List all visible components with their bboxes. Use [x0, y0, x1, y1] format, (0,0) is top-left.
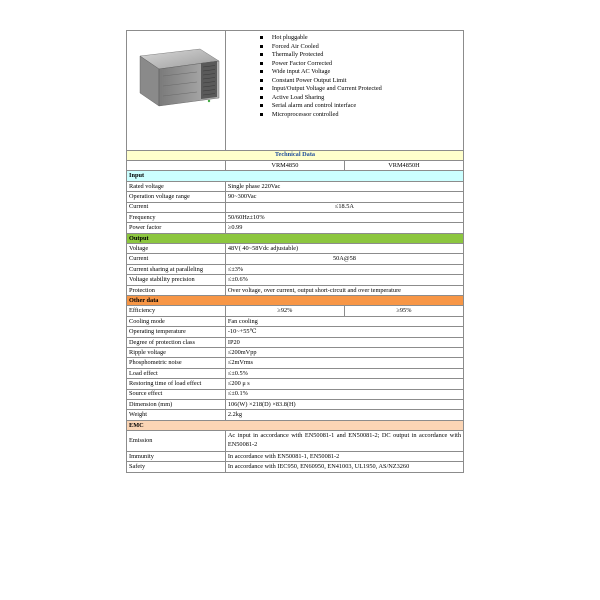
- table-row: [127, 192, 464, 202]
- row-label: Current: [127, 202, 226, 212]
- row-value: -10~+55℃: [225, 327, 463, 337]
- table-row: [127, 244, 464, 254]
- row-label: Source effect: [127, 389, 226, 399]
- section-output-header: [127, 233, 464, 243]
- feature-item: [260, 102, 463, 111]
- row-value: 2.2kg: [225, 410, 463, 420]
- row-label: Weight: [127, 410, 226, 420]
- table-row: [127, 306, 464, 316]
- row-value: ≤±0.5%: [225, 368, 463, 378]
- table-row: [127, 368, 464, 378]
- row-label: Frequency: [127, 212, 226, 222]
- row-label: Voltage stability precision: [127, 275, 226, 285]
- row-label: Ripple voltage: [127, 347, 226, 357]
- features-list: [260, 34, 463, 119]
- row-value: 106(W) ×218(D) ×83.8(H): [225, 399, 463, 409]
- row-label: Operation voltage range: [127, 192, 226, 202]
- table-row: [127, 399, 464, 409]
- row-label: Restoring time of load effect: [127, 379, 226, 389]
- feature-text: Forced Air Cooled: [271, 42, 319, 50]
- feature-text: Hot pluggable: [271, 34, 308, 41]
- table-row: [127, 223, 464, 233]
- feature-item: [260, 111, 463, 120]
- feature-item: [260, 34, 463, 43]
- row-label: Operating temperature: [127, 327, 226, 337]
- feature-item: [260, 68, 463, 77]
- bullet-icon: [260, 104, 263, 107]
- row-value: 50/60Hz±10%: [225, 212, 463, 222]
- feature-item: [260, 77, 463, 86]
- feature-text: Microprocessor controlled: [271, 110, 339, 118]
- row-value: Ac input in accordance with EN50081-1 and EN50081-2; DC output in accordance with EN50081-2: [225, 431, 463, 452]
- table-row: [127, 462, 464, 472]
- row-label: Rated voltage: [127, 181, 226, 191]
- row-value: In accordance with EN50081-1, EN50081-2: [225, 451, 463, 461]
- table-row: [127, 212, 464, 222]
- model-header-blank: [127, 160, 226, 170]
- row-value: ≤18.5A: [225, 202, 463, 212]
- feature-text: Constant Power Output Limit: [271, 76, 347, 84]
- table-row: [127, 410, 464, 420]
- table-row: [127, 389, 464, 399]
- table-row: [127, 285, 464, 295]
- row-label: Cooling mode: [127, 316, 226, 326]
- section-other-title: Other data: [127, 296, 464, 306]
- table-row: [127, 379, 464, 389]
- technical-data-title: Technical Data: [127, 150, 464, 160]
- row-value: 90~300Vac: [225, 192, 463, 202]
- row-label: Current: [127, 254, 226, 264]
- table-row: [127, 202, 464, 212]
- row-label: Degree of protection class: [127, 337, 226, 347]
- feature-text: Serial alarm and control interface: [271, 102, 357, 109]
- table-row: [127, 431, 464, 452]
- table-row: [127, 264, 464, 274]
- datasheet: [126, 30, 464, 473]
- efficiency-model-2: ≥95%: [344, 306, 463, 316]
- row-label: Efficiency: [127, 306, 226, 316]
- technical-data-row: [127, 150, 464, 160]
- feature-item: [260, 94, 463, 103]
- table-row: [127, 327, 464, 337]
- table-row: [127, 316, 464, 326]
- row-label: Protection: [127, 285, 226, 295]
- row-label: Immunity: [127, 451, 226, 461]
- bullet-icon: [260, 113, 263, 116]
- row-label: Current sharing at paralleling: [127, 264, 226, 274]
- row-value: ≤200 μ s: [225, 379, 463, 389]
- feature-text: Thermally Protected: [271, 51, 324, 58]
- row-label: Power factor: [127, 223, 226, 233]
- model-2-header: VRM4850H: [344, 160, 463, 170]
- spec-table: [126, 30, 464, 473]
- row-value: Over voltage, over current, output short-circuit and over temperature: [225, 285, 463, 295]
- feature-text: Wide input AC Voltage: [271, 68, 331, 75]
- efficiency-model-1: ≥92%: [225, 306, 344, 316]
- row-label: Safety: [127, 462, 226, 472]
- bullet-icon: [260, 36, 263, 39]
- model-header-row: [127, 160, 464, 170]
- model-1-header: VRM4850: [225, 160, 344, 170]
- section-emc-header: [127, 420, 464, 430]
- bullet-icon: [260, 70, 263, 73]
- row-value: ≤±3%: [225, 264, 463, 274]
- table-row: [127, 254, 464, 264]
- row-value: In accordance with IEC950, EN60950, EN41003, UL1950, AS/NZ3260: [225, 462, 463, 472]
- row-value: ≥0.99: [225, 223, 463, 233]
- bullet-icon: [260, 45, 263, 48]
- row-value: Fan cooling: [225, 316, 463, 326]
- product-header-row: [127, 31, 464, 151]
- feature-item: [260, 51, 463, 60]
- table-row: [127, 181, 464, 191]
- table-row: [127, 337, 464, 347]
- row-label: Emission: [127, 431, 226, 452]
- row-value: ≤2mVrms: [225, 358, 463, 368]
- section-input-title: Input: [127, 171, 464, 181]
- feature-item: [260, 43, 463, 52]
- section-output-title: Output: [127, 233, 464, 243]
- section-other-header: [127, 296, 464, 306]
- feature-text: Power Factor Corrected: [271, 59, 333, 67]
- row-value: 48V( 40~58Vdc adjustable): [225, 244, 463, 254]
- bullet-icon: [260, 62, 263, 65]
- bullet-icon: [260, 87, 263, 90]
- feature-text: Input/Output Voltage and Current Protected: [271, 85, 382, 92]
- feature-item: [260, 85, 463, 94]
- row-label: Dimension (mm): [127, 399, 226, 409]
- row-value: ≤200mVpp: [225, 347, 463, 357]
- row-value: ≤±0.1%: [225, 389, 463, 399]
- row-value: 50A@58: [225, 254, 463, 264]
- bullet-icon: [260, 96, 263, 99]
- product-photo-cell: [127, 31, 226, 151]
- rectifier-module-image: [127, 31, 225, 147]
- table-row: [127, 347, 464, 357]
- row-label: Load effect: [127, 368, 226, 378]
- feature-item: [260, 60, 463, 69]
- row-label: Voltage: [127, 244, 226, 254]
- row-value: IP20: [225, 337, 463, 347]
- features-cell: [225, 31, 463, 151]
- section-input-header: [127, 171, 464, 181]
- bullet-icon: [260, 79, 263, 82]
- row-value: ≤±0.6%: [225, 275, 463, 285]
- section-emc-title: EMC: [127, 420, 464, 430]
- table-row: [127, 358, 464, 368]
- bullet-icon: [260, 53, 263, 56]
- feature-text: Active Load Sharing: [271, 93, 325, 101]
- table-row: [127, 451, 464, 461]
- row-value: Single phase 220Vac: [225, 181, 463, 191]
- table-row: [127, 275, 464, 285]
- row-label: Phosphometric noise: [127, 358, 226, 368]
